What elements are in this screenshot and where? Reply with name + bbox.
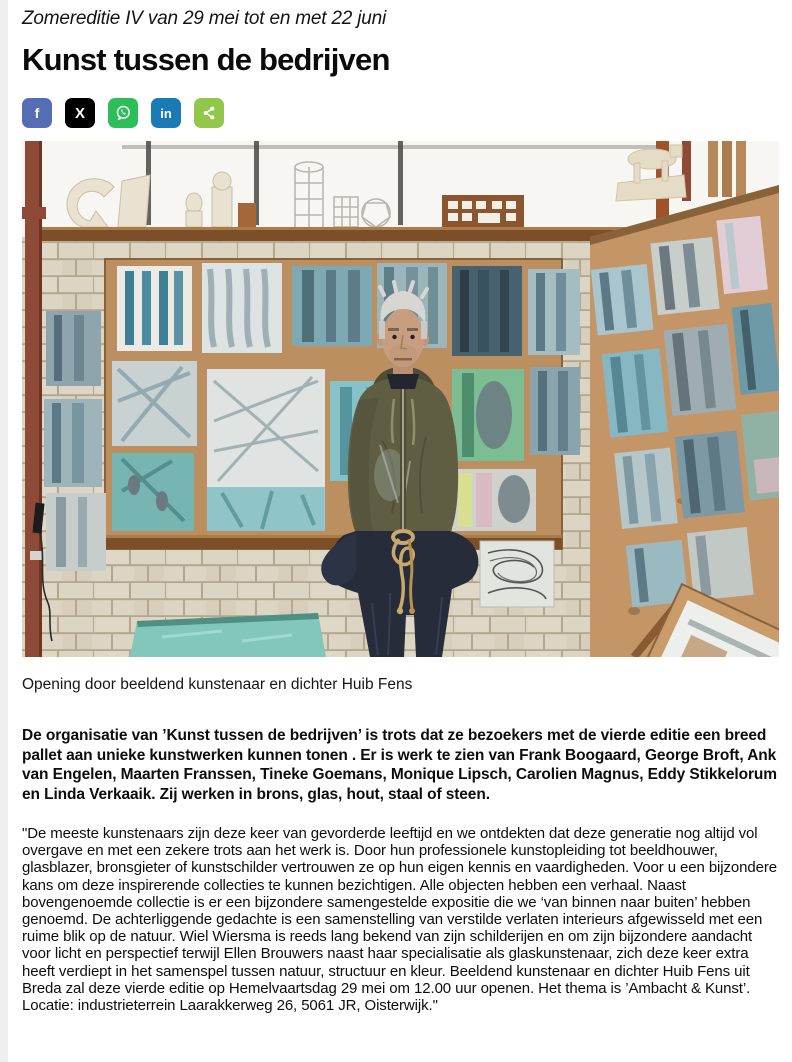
whatsapp-icon — [113, 103, 133, 123]
x-twitter-share-button[interactable] — [65, 98, 95, 128]
article-kicker: Zomereditie IV van 29 mei tot en met 22 juni — [22, 8, 387, 29]
linkedin-icon: in — [160, 105, 172, 121]
linkedin-share-button[interactable] — [151, 98, 181, 128]
body-paragraph: "De meeste kunstenaars zijn deze keer van gevorderde leeftijd en we ontdekten dat deze generatie nog altijd vol overgave en met een zekere trots aan het werk is. Door hun professionele kunstopleiding tot beeldhouwer, glasblazer, bronsgieter of kunstschilder vertrouwen ze op hun eigen kennis en vaardigheden. Voor u een bijzondere kans om deze inspirerende collecties te kunnen bezichtigen. Alle objecten hebben een verhaal. Naast bovengenoemde collectie is er een bijzondere samengestelde expositie die we ‘van binnen naar buiten’ hebben genoemd. De achterliggende gedachte is een samenstelling van verstilde verlaten interieurs afgewisseld met een ruime blik op de natuur. Wiel Wiersma is reeds lang bekend van zijn schilderijen en om zijn bijzondere aandacht voor licht en perspectief terwijl Ellen Brouwers naast haar specialisatie als glaskunstenaar, zich deze keer extra heeft verdiept in het samenspel tussen natuur, structuur en kleur. Beeldend kunstenaar en dichter Huib Fens uit Breda zal deze vierde editie op Hemelvaartsdag 29 mei om 12.00 uur openen. Het thema is ’Ambacht & Kunst’. Locatie: industrieterrein Laarakkerweg 26, 5061 JR, Oisterwijk." — [22, 825, 778, 1015]
share-nodes-icon — [200, 104, 218, 122]
article-photo — [22, 141, 779, 657]
article-page — [22, 0, 779, 1014]
photo-caption: Opening door beeldend kunstenaar en dichter Huib Fens — [22, 676, 413, 693]
share-more-button[interactable] — [194, 98, 224, 128]
x-twitter-icon: X — [74, 104, 85, 122]
facebook-icon: f — [34, 105, 40, 121]
share-buttons-row — [22, 98, 779, 128]
facebook-share-button[interactable] — [22, 98, 52, 128]
studio-photo-illustration — [22, 141, 779, 657]
lead-paragraph: De organisatie van ’Kunst tussen de bedrijven’ is trots dat ze bezoekers met de vierde editie een breed pallet aan unieke kunstwerken kunnen tonen . Er is werk te zien van Frank Boogaard, George Broft, Ank van Engelen, Maarten Franssen, Tineke Goemans, Monique Lipsch, Carolien Magnus, Eddy Stikkelorum en Linda Verkaaik. Zij werken in brons, glas, hout, staal of steen. — [22, 727, 777, 803]
page-left-gutter — [0, 0, 8, 1062]
article-title: Kunst tussen de bedrijven — [22, 42, 390, 77]
whatsapp-share-button[interactable] — [108, 98, 138, 128]
